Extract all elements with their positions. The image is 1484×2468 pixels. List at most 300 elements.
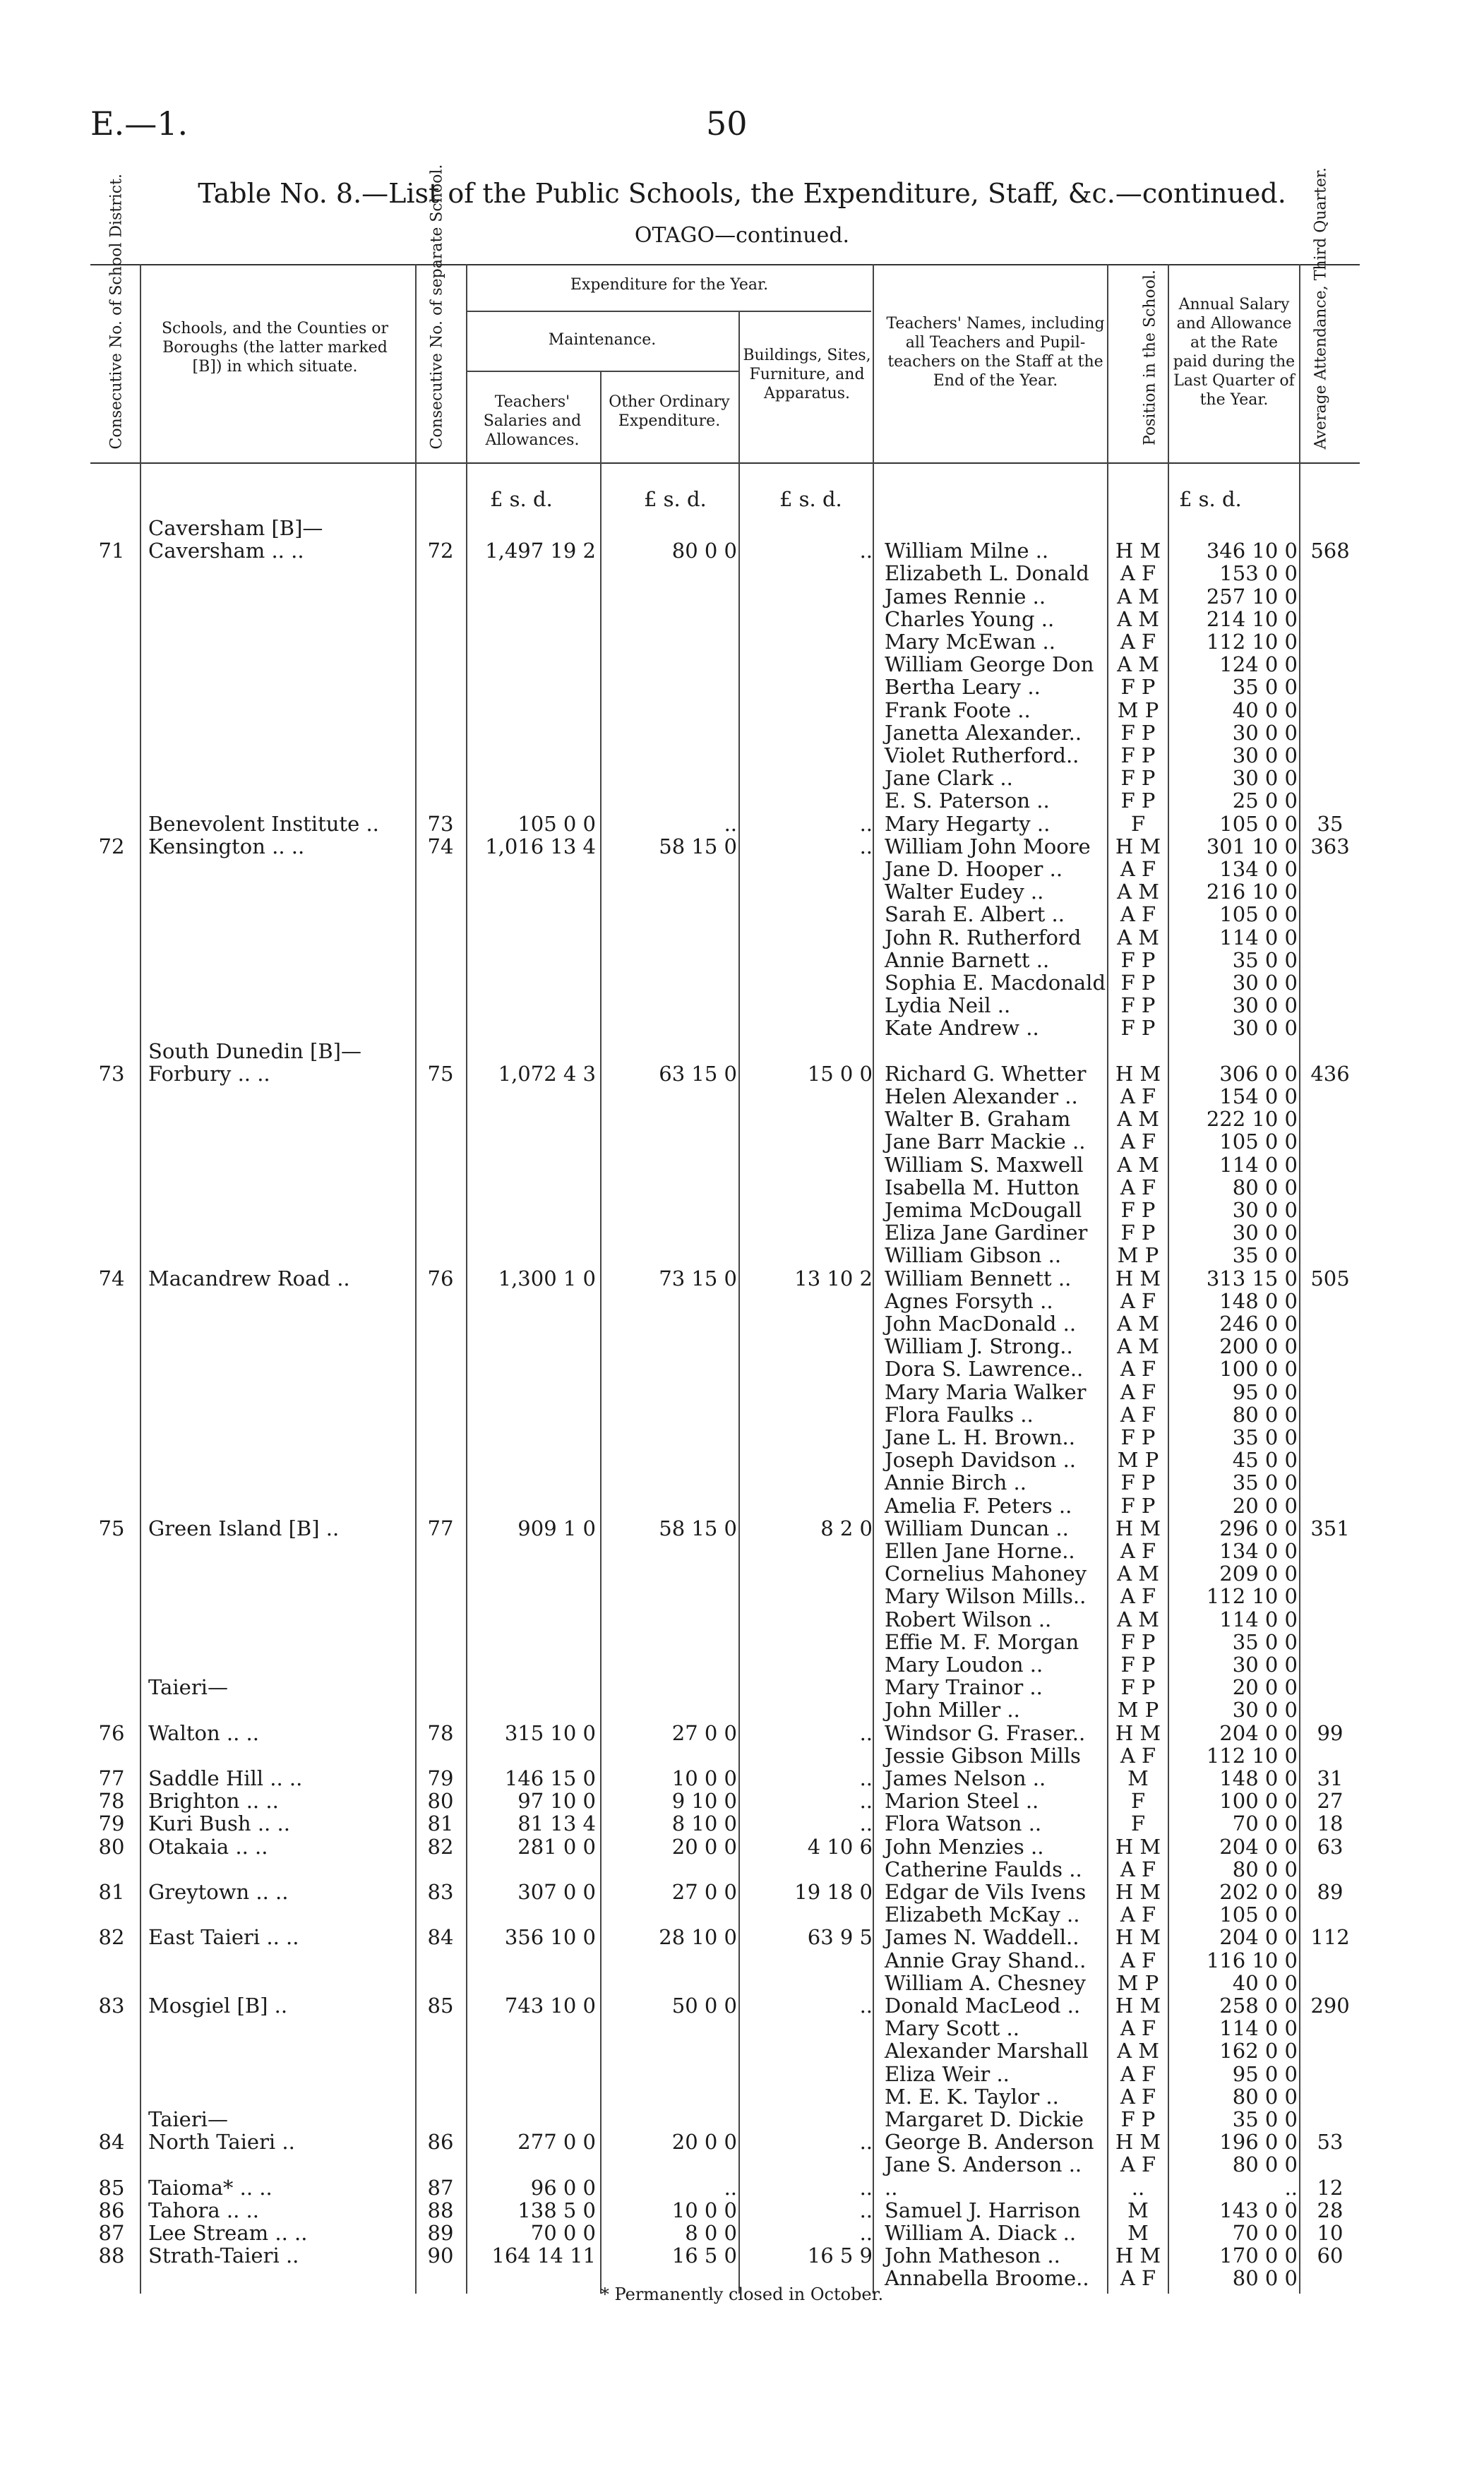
cell-attendance: 112 — [1310, 1925, 1350, 1950]
cell-school-name: Kuri Bush .. .. — [148, 1811, 290, 1836]
cell-position: A M — [1117, 880, 1159, 904]
cell-teacher-name: Jane Clark .. — [885, 766, 1013, 791]
cell-teacher-name: Dora S. Lawrence.. — [885, 1357, 1084, 1382]
cell-district-no: 84 — [98, 2130, 125, 2155]
cell-position: A F — [1120, 1539, 1156, 1563]
cell-school-no: 90 — [427, 2244, 454, 2268]
cell-position: F P — [1120, 947, 1156, 972]
cell-school-no: 77 — [427, 1516, 454, 1540]
cell-position: F — [1130, 1789, 1146, 1814]
cell-position: F P — [1120, 2107, 1156, 2131]
cell-teacher-name: William Gibson .. — [885, 1243, 1062, 1268]
table-row — [90, 1608, 1360, 1631]
cell-school-name: Saddle Hill .. .. — [148, 1766, 303, 1790]
cell-school-name: Walton .. .. — [148, 1720, 259, 1745]
cell-teacher-name: Janetta Alexander.. — [885, 720, 1082, 745]
table-row — [90, 1517, 1360, 1540]
cell-teacher-name: Jane S. Anderson .. — [885, 2152, 1082, 2177]
unit-salaries: £ s. d. — [490, 487, 553, 511]
table-subtitle: OTAGO—continued. — [634, 223, 850, 248]
table-row — [90, 1040, 1360, 1062]
table-row — [90, 539, 1360, 562]
cell-buildings: .. — [859, 2175, 873, 2200]
cell-salary: 105 0 0 — [1219, 1903, 1298, 1927]
cell-position: A F — [1120, 1130, 1156, 1154]
cell-other-exp: 27 0 0 — [671, 1720, 737, 1745]
cell-school-no: 84 — [427, 1925, 454, 1950]
cell-school-no: 82 — [427, 1834, 454, 1859]
cell-school-name: Caversham .. .. — [148, 539, 304, 563]
cell-school-name: Greytown .. .. — [148, 1880, 289, 1904]
cell-salary: 114 0 0 — [1219, 925, 1298, 950]
cell-teacher-name: Jane Barr Mackie .. — [885, 1130, 1086, 1154]
cell-salary: 100 0 0 — [1219, 1357, 1298, 1382]
cell-teacher-name: Walter B. Graham — [885, 1107, 1071, 1132]
cell-salary: 258 0 0 — [1219, 1994, 1298, 2018]
cell-school-no: 79 — [427, 1766, 454, 1790]
cell-salary: 105 0 0 — [1219, 902, 1298, 927]
cell-school-name: Otakaia .. .. — [148, 1834, 268, 1859]
cell-buildings: .. — [859, 2130, 873, 2155]
cell-buildings: 13 10 2 — [794, 1266, 873, 1290]
table-row — [90, 1062, 1360, 1085]
table-row — [90, 813, 1360, 835]
cell-salary: 35 0 0 — [1232, 675, 1298, 700]
cell-district-no: 73 — [98, 1061, 125, 1086]
header-attendance: Average Attendance, Third Quarter. — [1312, 167, 1330, 450]
cell-position: A F — [1120, 2266, 1156, 2291]
cell-attendance: 31 — [1317, 1766, 1344, 1790]
cell-position: H M — [1115, 1720, 1161, 1745]
cell-salaries: 281 0 0 — [517, 1834, 596, 1859]
cell-teacher-name: Elizabeth McKay .. — [885, 1903, 1080, 1927]
cell-position: A F — [1120, 1379, 1156, 1404]
cell-teacher-name: Helen Alexander .. — [885, 1084, 1078, 1108]
cell-position: F P — [1120, 1675, 1156, 1700]
table-row — [90, 1312, 1360, 1335]
cell-teacher-name: Donald MacLeod .. — [885, 1994, 1081, 2018]
cell-salary: 100 0 0 — [1219, 1789, 1298, 1814]
cell-salary: 30 0 0 — [1232, 720, 1298, 745]
cell-salary: 153 0 0 — [1219, 561, 1298, 586]
cell-teacher-name: William A. Chesney — [885, 1970, 1086, 1995]
cell-district-no: 83 — [98, 1994, 125, 2018]
table-row — [90, 903, 1360, 926]
cell-position: A F — [1120, 1857, 1156, 1881]
cell-attendance: 505 — [1310, 1266, 1350, 1290]
table-row — [90, 1835, 1360, 1858]
cell-teacher-name: Isabella M. Hutton — [885, 1175, 1079, 1199]
cell-teacher-name: John R. Rutherford — [885, 925, 1082, 950]
unit-buildings: £ s. d. — [779, 487, 842, 511]
cell-buildings: .. — [859, 2221, 873, 2245]
unit-other: £ s. d. — [644, 487, 707, 511]
cell-position: A F — [1120, 1948, 1156, 1972]
cell-teacher-name: Kate Andrew .. — [885, 1016, 1039, 1041]
table-row — [90, 971, 1360, 994]
header-rule-maintenance — [466, 371, 738, 372]
table-row — [90, 926, 1360, 949]
cell-salary: 30 0 0 — [1232, 1016, 1298, 1041]
cell-salary: 200 0 0 — [1219, 1334, 1298, 1359]
cell-other-exp: 50 0 0 — [671, 1994, 737, 2018]
cell-salary: 313 15 0 — [1206, 1266, 1298, 1290]
cell-salary: 202 0 0 — [1219, 1880, 1298, 1904]
cell-position: A F — [1120, 1175, 1156, 1199]
cell-salary: 80 0 0 — [1232, 2152, 1298, 2177]
table-row — [90, 2085, 1360, 2108]
cell-position: A M — [1117, 925, 1159, 950]
header-school: Schools, and the Counties or Boroughs (the latter marked [B]) in which situate. — [161, 320, 389, 376]
cell-buildings: 8 2 0 — [820, 1516, 873, 1540]
cell-teacher-name: Frank Foote .. — [885, 697, 1031, 722]
cell-school-name: Caversham [B]— — [148, 516, 323, 540]
cell-buildings: 63 9 5 — [807, 1925, 873, 1950]
cell-salaries: 146 15 0 — [504, 1766, 596, 1790]
header-expenditure: Expenditure for the Year. — [570, 276, 769, 294]
cell-school-name: Benevolent Institute .. — [148, 811, 379, 836]
table-row — [90, 789, 1360, 812]
table-row — [90, 2131, 1360, 2153]
cell-teacher-name: E. S. Paterson .. — [885, 789, 1050, 813]
table-row — [90, 1903, 1360, 1926]
header-salaries: Teachers' Salaries and Allowances. — [483, 393, 582, 449]
cell-teacher-name: Lydia Neil .. — [885, 993, 1011, 1018]
cell-school-no: 78 — [427, 1720, 454, 1745]
table-row — [90, 1221, 1360, 1244]
cell-position: F P — [1120, 675, 1156, 700]
cell-other-exp: 58 15 0 — [659, 834, 737, 858]
cell-teacher-name: Jane D. Hooper .. — [885, 857, 1063, 881]
cell-salary: 114 0 0 — [1219, 1152, 1298, 1177]
header-position: Position in the School. — [1141, 269, 1159, 446]
cell-teacher-name: John Matheson .. — [885, 2244, 1060, 2268]
cell-salary: 30 0 0 — [1232, 1221, 1298, 1245]
cell-position: A F — [1120, 2061, 1156, 2086]
cell-teacher-name: Effie M. F. Morgan — [885, 1629, 1079, 1654]
cell-school-no: 86 — [427, 2130, 454, 2155]
cell-teacher-name: Windsor G. Fraser.. — [885, 1720, 1086, 1745]
cell-other-exp: 9 10 0 — [671, 1789, 737, 1814]
cell-position: F P — [1120, 1470, 1156, 1495]
header-buildings: Buildings, Sites, Furniture, and Apparatus. — [743, 347, 871, 402]
table-row — [90, 994, 1360, 1017]
cell-teacher-name: James Rennie .. — [885, 584, 1046, 609]
cell-salary: 45 0 0 — [1232, 1448, 1298, 1473]
cell-district-no: 75 — [98, 1516, 125, 1540]
cell-district-no: 80 — [98, 1834, 125, 1859]
cell-position: A F — [1120, 1584, 1156, 1609]
cell-teacher-name: Bertha Leary .. — [885, 675, 1041, 700]
table-row — [90, 744, 1360, 767]
cell-school-name: Tahora .. .. — [148, 2198, 259, 2222]
cell-school-name: Mosgiel [B] .. — [148, 1994, 288, 2018]
cell-other-exp: 63 15 0 — [659, 1061, 737, 1086]
cell-salary: 35 0 0 — [1232, 947, 1298, 972]
cell-position: A F — [1120, 1288, 1156, 1313]
cell-salary: 35 0 0 — [1232, 1629, 1298, 1654]
cell-salaries: 1,016 13 4 — [485, 834, 596, 858]
cell-teacher-name: Sophia E. Macdonald — [885, 971, 1106, 995]
table-row — [90, 2108, 1360, 2131]
table-row — [90, 1699, 1360, 1721]
cell-buildings: .. — [859, 834, 873, 858]
cell-teacher-name: William George Don — [885, 652, 1094, 677]
cell-position: M P — [1117, 1698, 1159, 1723]
cell-position: A F — [1120, 902, 1156, 927]
table-row — [90, 1653, 1360, 1676]
cell-position: H M — [1115, 1061, 1161, 1086]
table-row — [90, 1858, 1360, 1881]
cell-position: F P — [1120, 789, 1156, 813]
cell-school-no: 81 — [427, 1811, 454, 1836]
cell-salary: 35 0 0 — [1232, 2107, 1298, 2131]
cell-position: H M — [1115, 2130, 1161, 2155]
table-row — [90, 2176, 1360, 2199]
cell-salary: 30 0 0 — [1232, 1698, 1298, 1723]
cell-buildings: .. — [859, 539, 873, 563]
cell-position: A M — [1117, 1334, 1159, 1359]
cell-teacher-name: M. E. K. Taylor .. — [885, 2084, 1059, 2109]
cell-salary: 114 0 0 — [1219, 1607, 1298, 1631]
cell-position: A F — [1120, 2152, 1156, 2177]
cell-salary: 30 0 0 — [1232, 1653, 1298, 1677]
table-row — [90, 2039, 1360, 2062]
cell-school-name: Strath-Taieri .. — [148, 2244, 299, 2268]
cell-teacher-name: William Bennett .. — [885, 1266, 1072, 1290]
cell-buildings: .. — [859, 1994, 873, 2018]
cell-buildings: 15 0 0 — [807, 1061, 873, 1086]
cell-position: A F — [1120, 2084, 1156, 2109]
cell-teacher-name: Mary Trainor .. — [885, 1675, 1043, 1700]
cell-salaries: 909 1 0 — [517, 1516, 596, 1540]
cell-teacher-name: John MacDonald .. — [885, 1312, 1077, 1336]
cell-other-exp: 10 0 0 — [671, 1766, 737, 1790]
cell-salary: 30 0 0 — [1232, 1198, 1298, 1222]
cell-salary: 112 10 0 — [1206, 630, 1298, 654]
cell-salary: 134 0 0 — [1219, 857, 1298, 881]
table-row — [90, 721, 1360, 744]
unit-salary: £ s. d. — [1179, 487, 1242, 511]
cell-salary: 40 0 0 — [1232, 697, 1298, 722]
table-row — [90, 1267, 1360, 1290]
cell-attendance: 290 — [1310, 1994, 1350, 2018]
cell-position: A M — [1117, 584, 1159, 609]
cell-school-no: 80 — [427, 1789, 454, 1814]
cell-teacher-name: Jemima McDougall — [885, 1198, 1082, 1222]
cell-other-exp: 58 15 0 — [659, 1516, 737, 1540]
cell-salary: 70 0 0 — [1232, 2221, 1298, 2245]
cell-attendance: 436 — [1310, 1061, 1350, 1086]
cell-position: H M — [1115, 1516, 1161, 1540]
cell-salary: 80 0 0 — [1232, 1857, 1298, 1881]
cell-teacher-name: George B. Anderson — [885, 2130, 1094, 2155]
cell-other-exp: 20 0 0 — [671, 1834, 737, 1859]
cell-teacher-name: William S. Maxwell — [885, 1152, 1084, 1177]
table-row — [90, 2199, 1360, 2222]
table-row — [90, 1812, 1360, 1835]
cell-position: F P — [1120, 1629, 1156, 1654]
cell-position: F P — [1120, 1016, 1156, 1041]
cell-teacher-name: James N. Waddell.. — [885, 1925, 1079, 1950]
cell-other-exp: 10 0 0 — [671, 2198, 737, 2222]
cell-district-no: 72 — [98, 834, 125, 858]
table-row — [90, 1130, 1360, 1153]
header-rule-expenditure — [466, 311, 871, 312]
cell-position: A F — [1120, 1743, 1156, 1768]
table-row — [90, 1744, 1360, 1767]
table-row — [90, 1381, 1360, 1403]
cell-position: A F — [1120, 857, 1156, 881]
cell-teacher-name: Margaret D. Dickie — [885, 2107, 1084, 2131]
table-row — [90, 1585, 1360, 1607]
cell-salaries: 164 14 11 — [491, 2244, 596, 2268]
cell-salaries: 315 10 0 — [504, 1720, 596, 1745]
cell-salary: 35 0 0 — [1232, 1425, 1298, 1449]
cell-teacher-name: Flora Faulks .. — [885, 1402, 1034, 1427]
table-row — [90, 699, 1360, 721]
table-row — [90, 1631, 1360, 1653]
cell-position: H M — [1115, 834, 1161, 858]
table-row — [90, 608, 1360, 630]
cell-teacher-name: Flora Watson .. — [885, 1811, 1042, 1836]
cell-position: H M — [1115, 1925, 1161, 1950]
cell-salary: 80 0 0 — [1232, 2084, 1298, 2109]
table-row — [90, 1881, 1360, 1903]
cell-school-name: Taioma* .. .. — [148, 2175, 273, 2200]
cell-attendance: 63 — [1317, 1834, 1344, 1859]
cell-teacher-name: Mary Maria Walker — [885, 1379, 1087, 1404]
table-row — [90, 1562, 1360, 1585]
cell-position: M — [1127, 2198, 1149, 2222]
table-row — [90, 1926, 1360, 1948]
cell-position: M — [1127, 2221, 1149, 2245]
cell-salary: 162 0 0 — [1219, 2039, 1298, 2063]
cell-position: A M — [1117, 1562, 1159, 1586]
cell-salaries: 96 0 0 — [530, 2175, 596, 2200]
cell-salaries: 1,497 19 2 — [485, 539, 596, 563]
header-salary: Annual Salary and Allowance at the Rate paid during the Last Quarter of the Year. — [1173, 296, 1295, 409]
cell-teacher-name: Jane L. H. Brown.. — [885, 1425, 1075, 1449]
cell-teacher-name: Catherine Faulds .. — [885, 1857, 1082, 1881]
cell-salary: 296 0 0 — [1219, 1516, 1298, 1540]
table-row — [90, 1403, 1360, 1426]
cell-buildings: .. — [859, 2198, 873, 2222]
cell-salary: 209 0 0 — [1219, 1562, 1298, 1586]
cell-position: A M — [1117, 1107, 1159, 1132]
cell-salary: 257 10 0 — [1206, 584, 1298, 609]
cell-salaries: 356 10 0 — [504, 1925, 596, 1950]
cell-salary: 114 0 0 — [1219, 2016, 1298, 2041]
header-district-no: Consecutive No. of School District. — [107, 174, 126, 450]
header-maintenance: Maintenance. — [548, 331, 657, 349]
cell-teacher-name: James Nelson .. — [885, 1766, 1046, 1790]
cell-salary: 80 0 0 — [1232, 2266, 1298, 2291]
table-row — [90, 1790, 1360, 1812]
cell-attendance: 363 — [1310, 834, 1350, 858]
cell-attendance: 10 — [1317, 2221, 1344, 2245]
cell-teacher-name: Mary Loudon .. — [885, 1653, 1043, 1677]
cell-position: H M — [1115, 1880, 1161, 1904]
cell-district-no: 81 — [98, 1880, 125, 1904]
cell-school-name: Lee Stream .. .. — [148, 2221, 308, 2245]
cell-school-name: Taieri— — [148, 1675, 228, 1700]
cell-district-no: 78 — [98, 1789, 125, 1814]
cell-school-name: South Dunedin [B]— — [148, 1038, 361, 1063]
cell-salaries: 743 10 0 — [504, 1994, 596, 2018]
cell-buildings: 19 18 0 — [794, 1880, 873, 1904]
cell-salary: 20 0 0 — [1232, 1675, 1298, 1700]
cell-salary: 246 0 0 — [1219, 1312, 1298, 1336]
cell-salary: 143 0 0 — [1219, 2198, 1298, 2222]
cell-other-exp: .. — [724, 811, 737, 836]
cell-salary: 112 10 0 — [1206, 1584, 1298, 1609]
cell-attendance: 18 — [1317, 1811, 1344, 1836]
cell-position: M P — [1117, 1448, 1159, 1473]
cell-salary: 30 0 0 — [1232, 743, 1298, 767]
cell-teacher-name: Eliza Weir .. — [885, 2061, 1010, 2086]
table-top-rule — [90, 264, 1360, 265]
cell-salary: 35 0 0 — [1232, 1243, 1298, 1268]
cell-teacher-name: Richard G. Whetter — [885, 1061, 1087, 1086]
cell-teacher-name: Samuel J. Harrison — [885, 2198, 1081, 2222]
cell-position: A F — [1120, 630, 1156, 654]
table-row — [90, 630, 1360, 653]
table-row — [90, 2017, 1360, 2039]
cell-buildings: 4 10 6 — [807, 1834, 873, 1859]
cell-teacher-name: William J. Strong.. — [885, 1334, 1073, 1359]
cell-salary: 124 0 0 — [1219, 652, 1298, 677]
cell-school-no: 74 — [427, 834, 454, 858]
cell-other-exp: 73 15 0 — [659, 1266, 737, 1290]
cell-teacher-name: John Miller .. — [885, 1698, 1020, 1723]
cell-school-name: Brighton .. .. — [148, 1789, 279, 1814]
cell-position: F P — [1120, 971, 1156, 995]
cell-other-exp: 28 10 0 — [659, 1925, 737, 1950]
cell-attendance: 60 — [1317, 2244, 1344, 2268]
cell-position: F P — [1120, 993, 1156, 1018]
cell-attendance: 53 — [1317, 2130, 1344, 2155]
cell-school-name: Green Island [B] .. — [148, 1516, 340, 1540]
cell-school-no: 85 — [427, 1994, 454, 2018]
cell-position: F P — [1120, 1221, 1156, 1245]
cell-school-name: North Taieri .. — [148, 2130, 295, 2155]
header-school-no: Consecutive No. of separate School. — [428, 164, 446, 450]
cell-position: F — [1130, 1811, 1146, 1836]
cell-salary: 148 0 0 — [1219, 1766, 1298, 1790]
cell-salary: 30 0 0 — [1232, 993, 1298, 1018]
cell-teacher-name: Charles Young .. — [885, 606, 1055, 631]
cell-teacher-name: John Menzies .. — [885, 1834, 1044, 1859]
cell-teacher-name: Mary Scott .. — [885, 2016, 1019, 2041]
cell-school-name: Taieri— — [148, 2107, 228, 2131]
table-row — [90, 835, 1360, 858]
cell-position: F P — [1120, 766, 1156, 791]
cell-position: F P — [1120, 1493, 1156, 1518]
cell-other-exp: 20 0 0 — [671, 2130, 737, 2155]
cell-teacher-name: William John Moore — [885, 834, 1091, 858]
cell-teacher-name: Robert Wilson .. — [885, 1607, 1052, 1631]
cell-school-no: 87 — [427, 2175, 454, 2200]
cell-position: F P — [1120, 1198, 1156, 1222]
cell-salary: 80 0 0 — [1232, 1402, 1298, 1427]
cell-attendance: 28 — [1317, 2198, 1344, 2222]
cell-salaries: 97 10 0 — [517, 1789, 596, 1814]
table-row — [90, 1154, 1360, 1176]
cell-teacher-name: William Duncan .. — [885, 1516, 1069, 1540]
cell-school-no: 76 — [427, 1266, 454, 1290]
cell-position: A M — [1117, 652, 1159, 677]
